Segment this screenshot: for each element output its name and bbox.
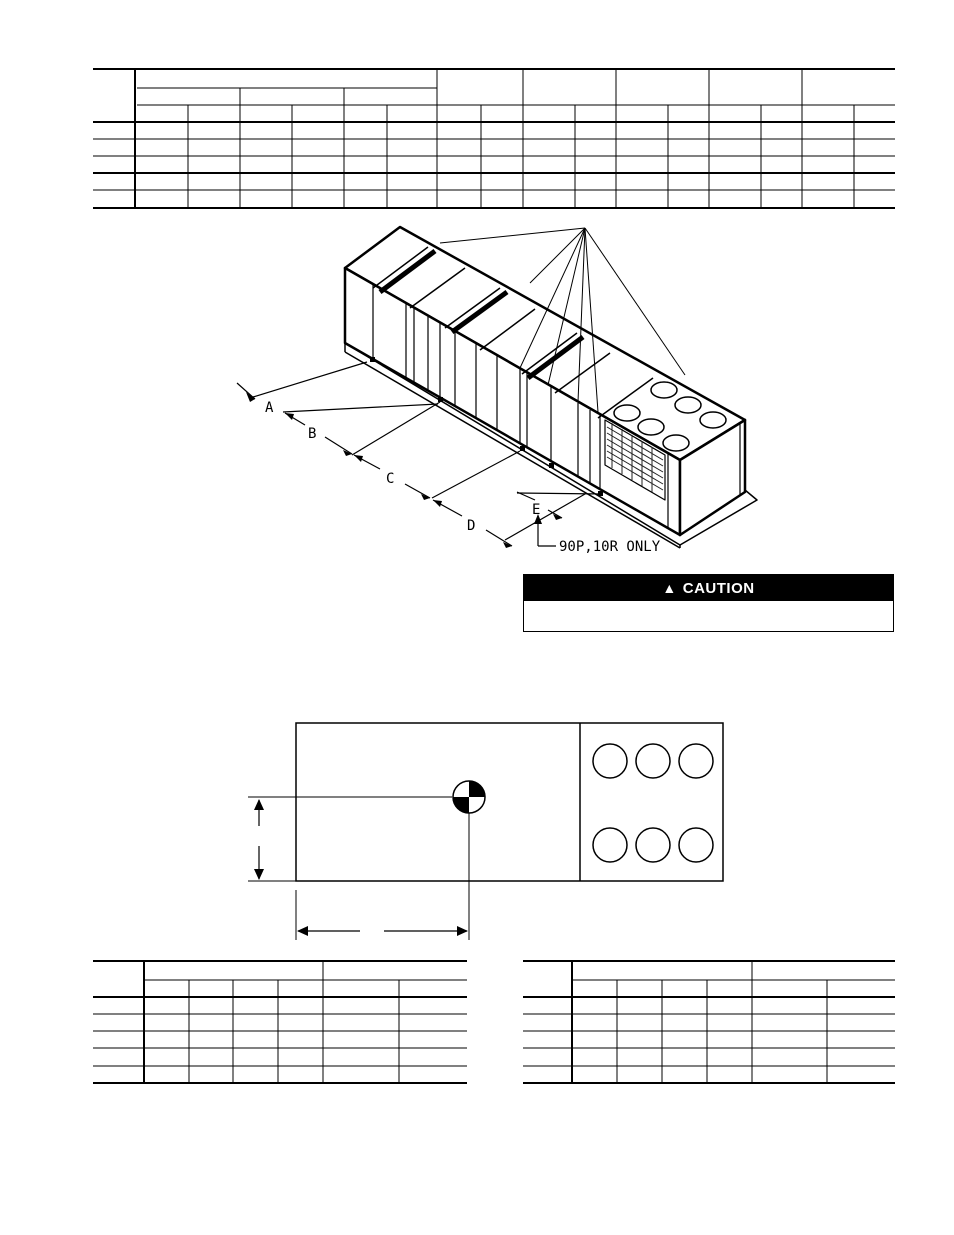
dim-label-d: D (467, 518, 476, 534)
warning-triangle-icon: ▲ (662, 580, 677, 596)
model-note: 90P,10R ONLY (559, 539, 661, 555)
dim-label-e: E (532, 502, 541, 518)
caution-heading: CAUTION (682, 579, 755, 597)
dim-label-b: B (308, 426, 317, 442)
dim-label-a: A (265, 400, 274, 416)
dim-label-c: C (386, 471, 395, 487)
